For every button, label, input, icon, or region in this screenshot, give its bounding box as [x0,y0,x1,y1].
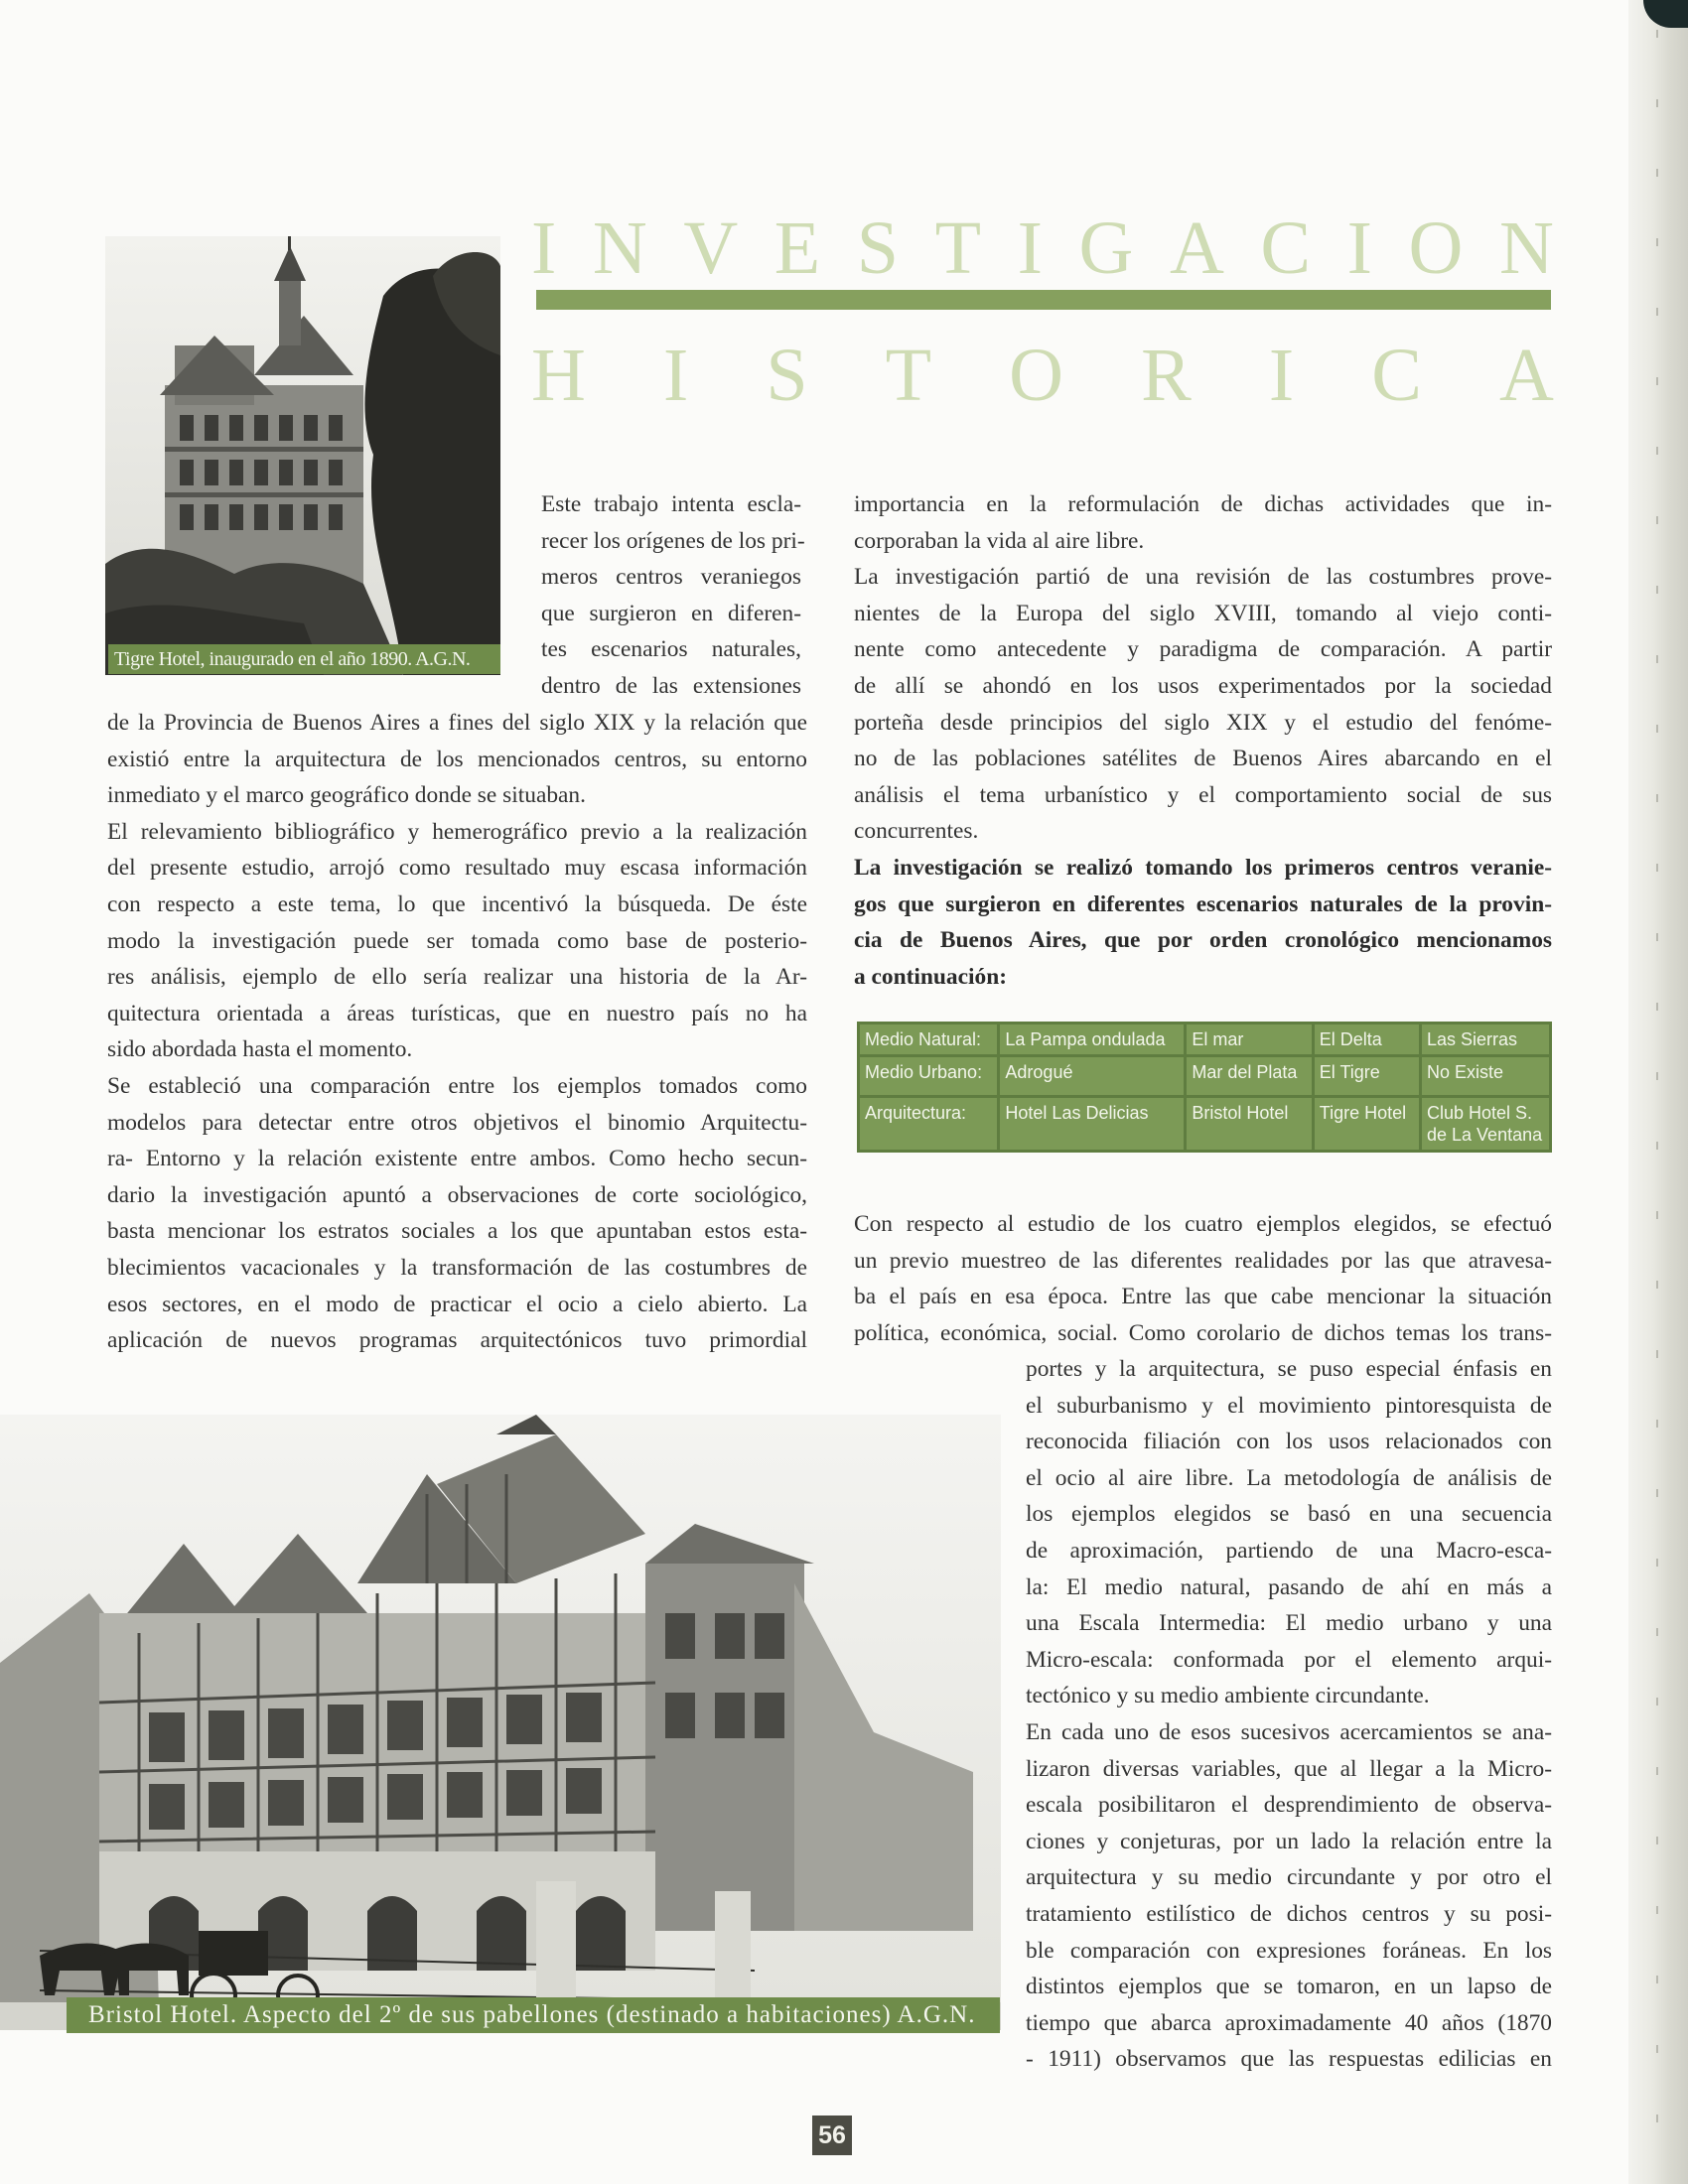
text-line: a continuación: [854,963,1008,990]
text-line: La investigación se realizó tomando los primeros centros veranie- [854,855,1552,881]
title-letter: I [662,334,689,417]
text-line: res análisis, ejemplo de ello sería realizar una historia de la Ar- [107,964,807,991]
title-letter: G [1078,206,1134,290]
title-letter: I [1346,206,1372,290]
text-line: el ocio al aire libre. La metodología de análisis de [1026,1464,1552,1491]
tigre-hotel-caption: Tigre Hotel, inaugurado en el año 1890. A.G.N. [108,644,500,674]
title-letter: T [885,334,932,417]
right-column-text-middle [854,1206,1552,1351]
table-row-label: Medio Natural: [860,1024,997,1054]
table-cell: Las Sierras [1422,1024,1549,1054]
table-row [860,1024,1549,1054]
centers-table [857,1022,1552,1153]
title-letter: A [1169,206,1224,290]
text-line: Micro-escala: conformada por el elemento arqui- [1026,1646,1552,1673]
text-line: análisis el tema urbanístico y el comportamiento social de sus [854,781,1552,808]
title-letter: O [1408,206,1464,290]
text-line: un previo muestreo de las diferentes realidades por las que atravesa- [854,1247,1552,1274]
title-letter: S [856,206,900,290]
title-letter: T [934,206,982,290]
text-line: tratamiento estilístico de dichos centros y su posi- [1026,1900,1552,1927]
text-line: En cada uno de esos sucesivos acercamientos se ana- [1026,1718,1552,1745]
text-line: reconocida filiación con los usos relacionados con [1026,1429,1552,1455]
right-column-bold-text [854,850,1552,995]
table-cell: El mar [1187,1024,1311,1054]
text-line: que surgieron en diferen- [541,600,801,626]
text-line: tiempo que abarca aproximadamente 40 años (1870 [1026,2009,1552,2036]
title-letter: S [766,334,808,417]
table-cell: El Delta [1315,1024,1419,1054]
table-cell: Adrogué [1000,1057,1184,1095]
text-line: tectónico y su medio ambiente circundante. [1026,1683,1430,1709]
text-line: política, económica, social. Como corolario de dichos temas los trans- [854,1319,1552,1346]
text-line: Con respecto al estudio de los cuatro ejemplos elegidos, se efectuó [854,1211,1552,1237]
text-line: de la Provincia de Buenos Aires a fines del siglo XIX y la relación que [107,710,807,736]
title-letter: R [1141,334,1192,417]
tigre-hotel-photo [105,236,500,675]
text-line: nientes de la Europa del siglo XVIII, tomando al viejo conti- [854,600,1552,626]
text-line: ciones y conjeturas, por un lado la relación entre la [1026,1828,1552,1854]
text-line: Se estableció una comparación entre los ejemplos tomados como [107,1072,807,1099]
left-intro-text [541,486,805,705]
text-line: modo la investigación puede ser tomada como base de posterio- [107,927,807,954]
text-line: corporaban la vida al aire libre. [854,527,1145,554]
text-line: quitectura orientada a áreas turísticas, que en nuestro país no ha [107,1000,807,1026]
text-line: El relevamiento bibliográfico y hemerográfico previo a la realización [107,818,807,845]
text-line: aplicación de nuevos programas arquitectónicos tuvo primordial [107,1327,807,1354]
text-line: concurrentes. [854,818,979,845]
text-line: importancia en la reformulación de dichas actividades que in- [854,491,1552,517]
page-spine [1628,0,1688,2184]
text-line: ra- Entorno y la relación existente entre ambos. Como hecho secun- [107,1146,807,1172]
text-line: cia de Buenos Aires, que por orden cronológico mencionamos [854,927,1552,954]
text-line: esos sectores, en el modo de practicar el ocio a cielo abierto. La [107,1291,807,1317]
title-letter: O [1009,334,1064,417]
text-line: recer los orígenes de los pri- [541,527,805,554]
title-letter: A [1499,334,1554,417]
text-line: escala posibilitaron el desprendimiento de observa- [1026,1792,1552,1819]
title-letter: H [531,334,586,417]
text-line: dentro de las extensiones [541,672,801,699]
table-row [860,1057,1549,1095]
text-line: basta mencionar los estratos sociales a los que apuntaban estos esta- [107,1218,807,1245]
text-line: inmediato y el marco geográfico donde se situaban. [107,782,586,809]
right-column-text-bottom [1026,1351,1552,2078]
title-letter: C [1260,206,1312,290]
text-line: una Escala Intermedia: El medio urbano y una [1026,1610,1552,1637]
title-letter: E [774,206,821,290]
text-line: distintos ejemplos que se tomaron, en un lapso de [1026,1974,1552,2000]
text-line: la: El medio natural, pasando de ahí en más a [1026,1573,1552,1600]
text-line: porteña desde principios del siglo XIX y el estudio del fenóme- [854,709,1552,736]
text-line: - 1911) observamos que las respuestas edilicias en [1026,2046,1552,2073]
table-cell: Hotel Las Delicias [1000,1098,1184,1150]
text-line: nente como antecedente y paradigma de comparación. A partir [854,636,1552,663]
table-cell: Mar del Plata [1187,1057,1311,1095]
title-line-historica [531,334,1554,417]
text-line: del presente estudio, arrojó como resultado muy escasa información [107,855,807,882]
text-line: portes y la arquitectura, se puso especial énfasis en [1026,1356,1552,1382]
text-line: sido abordada hasta el momento. [107,1036,413,1063]
table-row-label: Arquitectura: [860,1098,997,1150]
title-letter: N [1499,206,1554,290]
table-cell: El Tigre [1315,1057,1419,1095]
text-line: existió entre la arquitectura de los mencionados centros, su entorno [107,746,807,772]
table-cell: Tigre Hotel [1315,1098,1419,1150]
text-line: Este trabajo intenta escla- [541,491,801,517]
table-row-label: Medio Urbano: [860,1057,997,1095]
text-line: modelos para detectar entre otros objetivos el binomio Arquitectu- [107,1109,807,1136]
title-letter: V [683,206,739,290]
text-line: arquitectura y su medio circundante y por otro el [1026,1864,1552,1891]
text-line: meros centros veraniegos [541,564,801,591]
title-letter: N [592,206,647,290]
title-rule [536,290,1551,310]
text-line: de aproximación, partiendo de una Macro-esca- [1026,1537,1552,1564]
text-line: ble comparación con expresiones foráneas. En los [1026,1937,1552,1964]
text-line: el suburbanismo y el movimiento pintoresquista de [1026,1392,1552,1419]
bristol-hotel-photo [0,1415,1001,2030]
left-column-text [107,705,807,1359]
text-line: los ejemplos elegidos se basó en una secuencia [1026,1501,1552,1528]
title-letter: I [531,206,557,290]
text-line: ba el país en esa época. Entre las que cabe mencionar la situación [854,1284,1552,1310]
text-line: dario la investigación apuntó a observaciones de corte sociológico, [107,1181,807,1208]
table-cell: Bristol Hotel [1187,1098,1311,1150]
table-cell: No Existe [1422,1057,1549,1095]
text-line: lizaron diversas variables, que al llegar a la Micro- [1026,1755,1552,1782]
table-row [860,1098,1549,1150]
title-letter: C [1371,334,1422,417]
text-line: no de las poblaciones satélites de Buenos Aires abarcando en el [854,746,1552,772]
right-column-text-top [854,486,1552,850]
text-line: de allí se ahondó en los usos experimentados por la sociedad [854,672,1552,699]
page-edge [1656,30,1658,2164]
table-cell: La Pampa ondulada [1000,1024,1184,1054]
table-cell: Club Hotel S. de La Ventana [1422,1098,1549,1150]
text-line: blecimientos vacacionales y la transformación de las costumbres de [107,1254,807,1281]
text-line: tes escenarios naturales, [541,636,801,663]
page-number: 56 [812,2116,852,2155]
text-line: con respecto a este tema, lo que incentivó la búsqueda. De éste [107,890,807,917]
title-letter: I [1017,206,1043,290]
title-letter: I [1268,334,1295,417]
text-line: La investigación partió de una revisión de las costumbres prove- [854,564,1552,591]
text-line: gos que surgieron en diferentes escenarios naturales de la provin- [854,890,1552,917]
bristol-hotel-caption: Bristol Hotel. Aspecto del 2º de sus pabellones (destinado a habitaciones) A.G.N. [67,1997,1000,2033]
title-line-investigacion [531,206,1554,290]
